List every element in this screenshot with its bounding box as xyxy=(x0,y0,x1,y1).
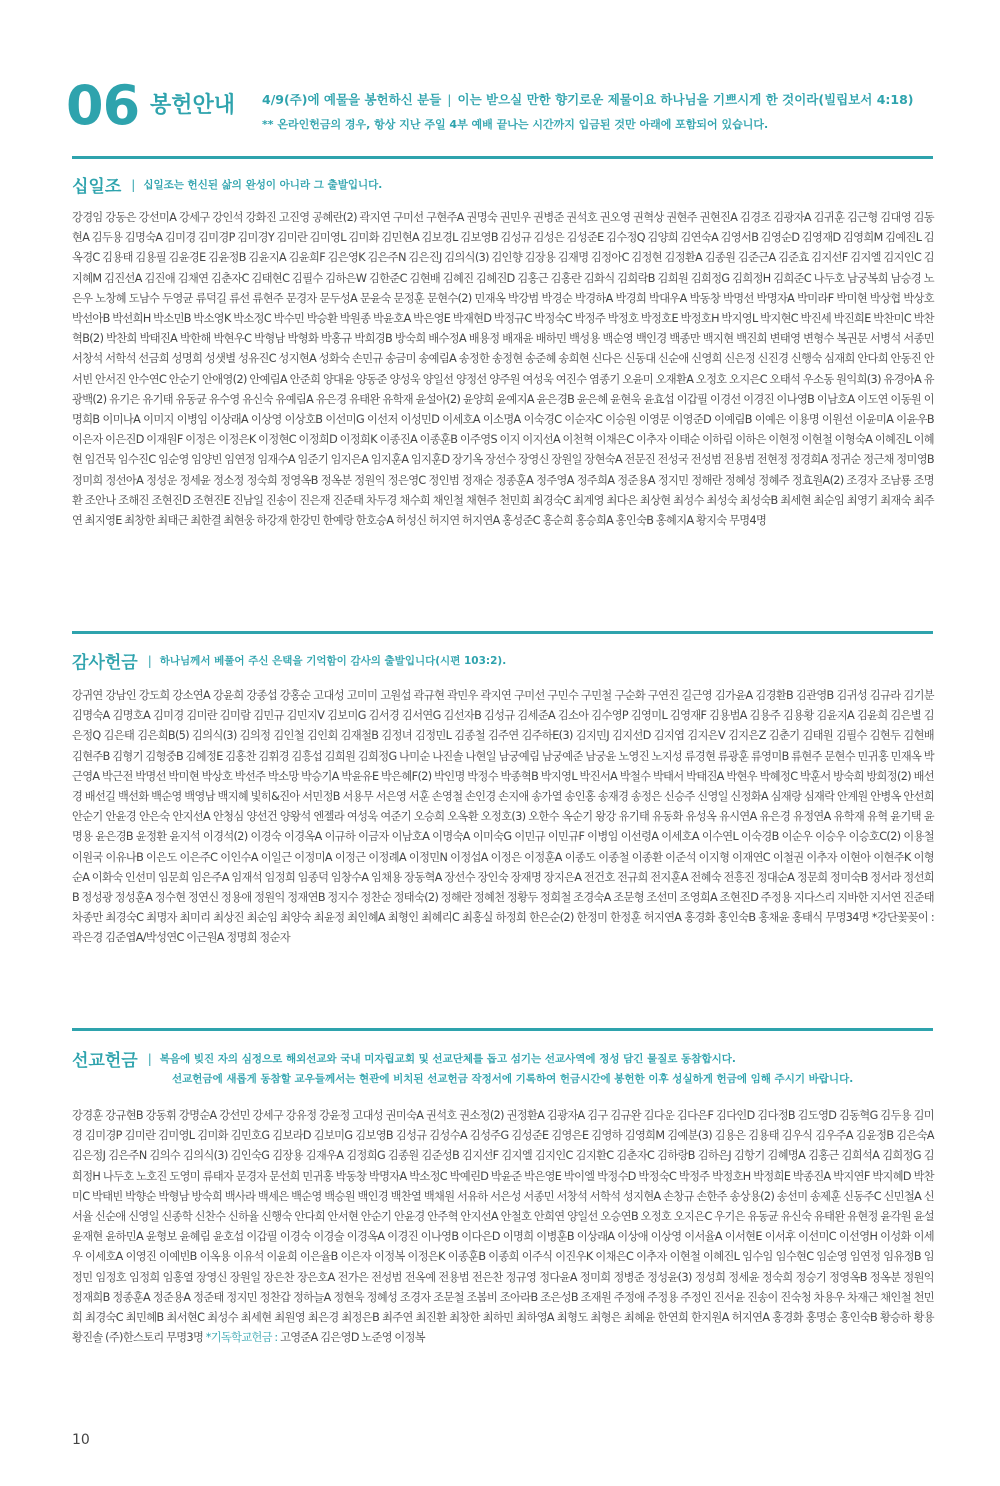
section-heading-tithe xyxy=(72,172,382,197)
mission-names xyxy=(72,1106,934,1348)
header-verse: 이는 받으실 만한 향기로운 제물이요 하나님을 기쁘시게 한 것이라(빌립보서 4:18) xyxy=(457,92,914,107)
school-offering-label: *기독학교헌금 : xyxy=(205,1331,278,1345)
section-title-mission: 선교헌금 xyxy=(72,1051,138,1071)
section-divider: | xyxy=(131,177,136,192)
section-heading-thanks xyxy=(72,648,506,673)
section-heading-mission xyxy=(72,1046,736,1071)
section-number: 06 xyxy=(66,74,140,137)
mission-names-list: 강경훈 강규현B 강동휘 강명순A 강선민 강세구 강유정 강윤정 고대성 권미숙A 권석호 권소정(2) 권정환A 김광자A 김구 김규완 김다운 김다은F 김다인D 김다정B 김도영D 김동혁G 김두용 김미경 김미경P 김미란 김미영L 김미화 김민호G 김보라D 김보미G 김보영B 김성규 김성수A 김성주G 김성준E 김영은E 김영하 김영희M 김예분(3) 김용은 김용태 김우식 김우주A 김윤정B 김은숙A 김은정J 김은주N 김의수 김의식(3) 김인숙G 김장용 김재우A 김정희G 김종원 김준성B 김지선F 김지엘 김지인C 김지환C 김춘자C 김하랑B 김하은J 김항기 김혜명A 김홍근 김희석A 김희정G 김희정H 나두호 노호진 도영미 류태자 문경자 문선희 민귀홍 박동창 박명자A 박소정C 박예린D 박윤준 박은영E 박이엘 박정수D 박정숙C 박정주 박정호H 박정희E 박종진A 박지연F 박지혜D 박찬미C 박태빈 박향순 박형남 방숙희 백사라 백세은 백순영 백승원 백인경 백찬열 백채원 서유하 서은성 서종민 서창석 서학석 성지현A 손창규 손한주 송상용(2) 송선미 송제훈 신동주C 신민철A 신서율 신순애 신영일 신종학 신찬수 신하율 신행숙 안다희 안서현 안순기 안윤경 안주혁 안지선A 안철호 안희연 양일선 오승연B 오정호 오지은C 우기은 유동균 유신숙 유태완 유현정 윤각원 윤설 윤재현 윤하민A 윤형보 윤혜림 윤호섭 이갑필 이경숙 이경술 이경옥A 이경진 이나영B 이다은D 이명희 이병훈B 이상래A 이상애 이상영 이서율A 이서현E 이서후 이선미C 이선영H 이성화 이세우 이세호A 이영진 이예빈B 이옥용 이유석 이윤희 이은율B 이은자 이정복 이정은K 이종훈B 이종희 이주식 이진우K 이채은C 이추자 이현철 이혜진L 임수임 임수현C 임순영 임연정 임유정B 임정민 임정호 임정희 임홍열 장영신 장원일 장은찬 장은호A 전가은 전성범 전옥예 전용범 전은찬 정규영 정다윤A 정미희 정병준 정성윤(3) 정성희 정세윤 정숙희 정승기 정영옥B 정옥분 정원익 정재희B 정종훈A 정준용A 정준태 정지민 정찬갑 정하늘A 정현욱 정혜성 조경자 조문철 조봄비 조아라B 조은성B 조재원 주정애 주정용 주정인 진서윤 진송이 진숙청 차용우 차재근 채인철 천민희 최경숙C 최민혜B 최서현C 최성수 최세현 최원영 최은경 최정은B 최주연 최진환 최창한 최하민 최하영A 최형도 최형은 최혜윤 한연희 한지원A 허지연A 홍경화 홍명순 홍인숙B 황승하 황용 황진솔 (주)한스토리 무명3명 xyxy=(72,1109,934,1345)
section-title-thanks: 감사헌금 xyxy=(72,653,138,673)
divider-line xyxy=(72,1028,933,1031)
divider-line xyxy=(72,631,933,634)
header-subtitle xyxy=(262,90,914,108)
section-desc-thanks: 하나님께서 베풀어 주신 은택을 기억함이 감사의 출발입니다(시편 103:2). xyxy=(159,655,507,667)
page-number: 10 xyxy=(72,1432,90,1448)
section-title-tithe: 십일조 xyxy=(72,177,122,197)
section-divider: | xyxy=(147,653,152,668)
section-desc2-mission: 선교헌금에 새롭게 동참할 교우들께서는 현관에 비치된 선교헌금 작정서에 기록하여 헌금시간에 봉헌한 이후 성실하게 헌금에 임해 주시기 바랍니다. xyxy=(172,1073,854,1085)
section-desc-tithe: 십일조는 헌신된 삶의 완성이 아니라 그 출발입니다. xyxy=(143,179,383,191)
school-offering-names: 고영준A 김은영D 노준영 이정복 xyxy=(280,1331,425,1345)
header-divider: | xyxy=(447,92,452,107)
thanks-names: 강귀연 강남인 강도희 강소연A 강윤희 강종섭 강홍순 고대성 고미미 고원섭 곽규현 곽민우 곽지연 구미선 구민수 구민철 구순화 구연진 길근영 김가윤A 김경환B 김관영B 김귀성 김규라 김기분 김명숙A 김명호A 김미경 김미란 김미람 김민규 김민지V 김보미G 김서경 김서연G 김선자B 김성규 김세준A 김소아 김수영P 김영미L 김영재F 김용범A 김용주 김용황 김윤지A 김윤희 김은별 김은정Q 김은태 김은희B(5) 김의식(3) 김의정 김인철 김인회 김재철B 김정녀 김정민L 김종철 김주연 김주하E(3) 김지민J 김지선D 김지엽 김지은V 김지은Z 김춘기 김태원 김필수 김현두 김현배 김현주B 김형기 김형중B 김혜정E 김홍찬 김휘경 김흥섭 김희원 김희정G 나미순 나진솔 나현일 남궁예림 남궁예준 남궁윤 노영진 노지성 류경현 류광훈 류영미B 류현주 문현수 민귀홍 민재옥 박근영A 박근전 박명선 박미현 박상호 박선주 박소망 박승기A 박윤유E 박은혜F(2) 박인명 박정수 박종혁B 박지영L 박진서A 박철수 박태서 박태진A 박현우 박혜정C 박훈서 방숙희 방희정(2) 배선경 배선길 백선화 백순영 백영남 백지혜 빛히&진아 서민정B 서용무 서은영 서훈 손영철 손인경 손지애 송가열 송인홍 송재경 송정은 신승주 신영일 신정화A 심재랑 심재락 안계원 안병옥 안선희 안순기 안윤경 안은숙 안지선A 안청심 양선건 양왕석 엔젤라 여성욱 여준기 오승희 오옥환 오정호(3) 오한수 옥순기 왕강 유기태 유동화 유성옥 유시연A 유은경 유정연A 유학재 유혁 윤기택 윤명용 윤은경B 윤정환 윤지석 이경석(2) 이경숙 이경옥A 이규하 이금자 이남호A 이명숙A 이미숙G 이민규 이민규F 이병임 이선령A 이세호A 이수연L 이숙경B 이순우 이승우 이승호C(2) 이용철 이원국 이유나B 이은도 이은주C 이인수A 이일근 이정미A 이정근 이정례A 이정민N 이정섭A 이정은 이정훈A 이종도 이종철 이종환 이준석 이지형 이재연C 이철권 이추자 이현아 이현주K 이형순A 이화숙 인선미 임문희 임은주A 임재석 임정희 임종덕 임창수A 임채용 장동혁A 장선수 장인숙 장재명 장지은A 전건호 전규희 전지훈A 전혜숙 전흥진 정대순A 정문희 정미숙B 정서라 정선희B 정성광 정성훈A 정수현 정연신 정용애 정원익 정재연B 정지수 정찬순 정태숙(2) 정해란 정혜천 정황두 정희철 조경숙A 조문형 조선미 조영희A 조현진D 주정용 지다스리 지바한 지서연 진준태 차종만 최경숙C 최명자 최미리 최상진 최순임 최양숙 최윤정 최인혜A 최형인 최혜리C 최홍실 하정희 한은순(2) 한정미 한정훈 허지연A 홍경화 홍인숙B 홍채윤 홍태식 무명34명 *강단꽃꽂이 : 곽은경 김준엽A/박성연C 이근원A 정명희 정순자 xyxy=(72,689,934,945)
section-divider: | xyxy=(147,1051,152,1066)
page-title: 봉헌안내 xyxy=(150,93,236,118)
section-desc-mission: 복음에 빚진 자의 심정으로 해외선교와 국내 미자립교회 및 선교단체를 돕고 섬기는 선교사역에 정성 담긴 물질로 동참합시다. xyxy=(159,1053,736,1065)
divider-line xyxy=(72,156,933,159)
header-note: ** 온라인헌금의 경우, 항상 지난 주일 4부 예배 끝나는 시간까지 입금된 것만 아래에 포함되어 있습니다. xyxy=(262,118,769,131)
header-lead: 4/9(주)에 예물을 봉헌하신 분들 xyxy=(262,92,442,107)
tithe-names: 강경임 강동은 강선미A 강세구 강인석 강화진 고진영 공혜란(2) 곽지연 구미선 구현주A 권명숙 권민우 권병준 권석호 권오영 권혁상 권현주 권현진A 김경조 김광자A 김귀훈 김근형 김대영 김동현A 김두용 김명숙A 김미경 김미경P 김미경Y 김미란 김미영L 김미화 김민현A 김보경L 김보영B 김성규 김성은 김성준E 김수정Q 김양희 김연숙A 김영서B 김영순D 김영재D 김영희M 김예진L 김옥경C 김용태 김용필 김윤경E 김윤정B 김윤지A 김윤희F 김은영K 김은주N 김은진J 김의식(3) 김인향 김장용 김재명 김정아C 김정현 김정환A 김종원 김준근A 김준효 김지선F 김지엘 김지인C 김지혜M 김진선A 김진애 김채연 김춘자C 김태현C 김필수 김하은W 김한준C 김현배 김혜진 김혜진D 김홍근 김홍란 김화식 김희락B 김희원 김희정G 김희정H 김희준C 나두호 남궁복희 남승경 노은우 노창혜 도남수 두영균 류덕길 류선 류현주 문경자 문두성A 문윤숙 문정훈 문현수(2) 민재옥 박강범 박경순 박경하A 박경희 박대우A 박동창 박명선 박명자A 박미라F 박미현 박상협 박상호 박선아B 박선희H 박소민B 박소영K 박소정C 박수민 박승환 박원종 박윤호A 박은영E 박재현D 박정규C 박정숙C 박정주 박정호 박정호E 박정호H 박지영L 박지현C 박진세 박진희E 박찬미C 박찬혁B(2) 박찬희 박태진A 박한해 박현우C 박형남 박형화 박홍규 박희경B 방숙희 배수정A 배용정 배재윤 배하민 백성용 백순영 백인경 백종만 백지현 백진희 변태영 변형수 복권문 서병석 서종민 서창석 서학석 선금희 성명희 성샛별 성유진C 성지현A 성화숙 손민규 송금미 송예림A 송정한 송정현 송준혜 송희현 신다은 신동대 신순애 신영희 신은정 신진경 신행숙 심재희 안다희 안동진 안서빈 안서진 안수연C 안순기 안애영(2) 안예림A 안준희 양대윤 양동준 양성욱 양일선 양정선 양주원 여성욱 여진수 염종기 오윤미 오재환A 오정호 오지은C 오태석 우소동 원익희(3) 유경아A 유광백(2) 유기은 유기태 유동균 유수영 유신숙 유예림A 유은경 유태완 유학재 윤설아(2) 윤양희 윤예지A 윤은경B 윤은혜 윤현욱 윤효섭 이갑필 이경선 이경진 이나영B 이남호A 이도연 이동원 이명희B 이미나A 이미지 이병임 이상래A 이상영 이상호B 이선미G 이선저 이성민D 이세호A 이소명A 이숙경C 이순자C 이승원 이영문 이영준D 이예림B 이예은 이용명 이원선 이윤미A 이윤우B 이은자 이은진D 이재원F 이정은 이정은K 이정현C 이정희D 이정희K 이종진A 이종훈B 이주영S 이지 이지선A 이천혁 이채은C 이추자 이태순 이하림 이하은 이현정 이현철 이형숙A 이혜진L 이혜현 임건묵 임수진C 임순영 임양빈 임연정 임재수A 임준기 임지은A 임지훈A 임지훈D 장기옥 장선수 장영신 장원일 장현숙A 전문진 전성국 전성범 전용범 전현정 정경희A 정귀순 정근채 정미영B 정미희 정선아A 정성운 정세윤 정소정 정숙희 정영옥B 정옥분 정원익 정은영C 정인범 정재순 정종훈A 정주영A 정주희A 정준용A 정지민 정해란 정혜성 정혜주 정효원A(2) 조경자 조남룡 조명환 조안나 조해진 조현진D 조현진E 진남일 진송이 진은재 진준태 차두경 채수희 채인철 채현주 천민희 최경숙C 최계영 최다은 최상현 최성수 최성숙 최성숙B 최세현 최순임 최영기 최재숙 최주연 최지영E 최창한 최태근 최한결 최현웅 하강재 한강민 한예랑 한호승A 허성신 허지연 허지연A 홍성준C 홍순희 홍승희A 홍인숙B 홍혜지A 황지숙 무명4명 xyxy=(72,211,934,528)
page-header xyxy=(66,74,946,142)
